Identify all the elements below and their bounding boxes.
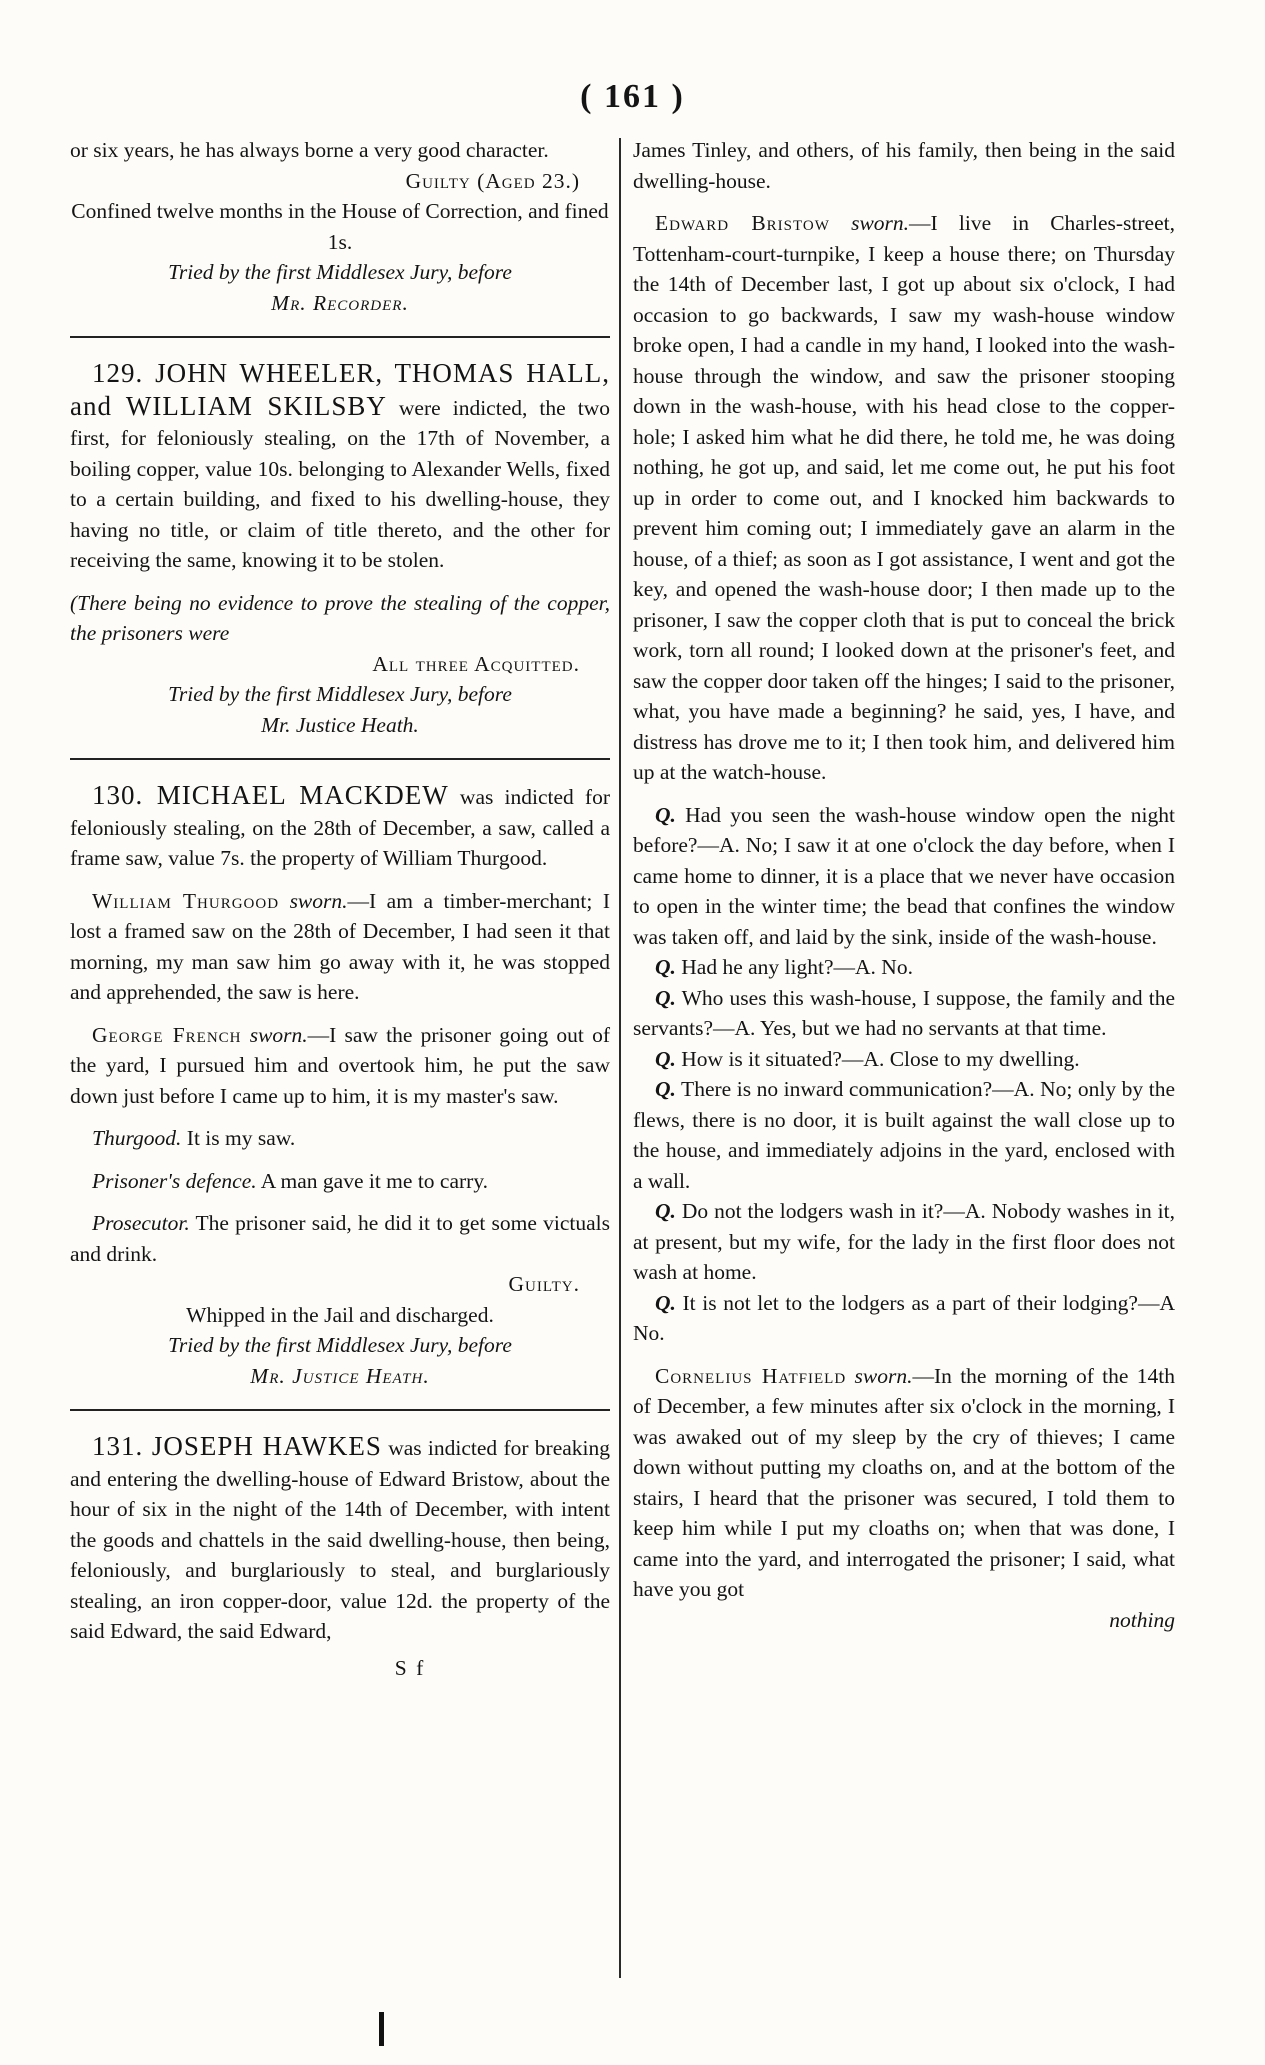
question-mark-label: Q. (655, 985, 676, 1010)
statement-text: The prisoner said, he did it to get some victuals and drink. (70, 1211, 610, 1266)
question-answer (633, 1288, 1175, 1349)
speaker-label: Thurgood. (92, 1126, 182, 1150)
tried-by-judge: Mr. Justice Heath. (250, 1363, 430, 1388)
sworn-label: sworn. (851, 211, 910, 235)
signature-mark: S f (394, 1655, 426, 1680)
speaker-label: Prosecutor. (92, 1211, 190, 1235)
case-130-defendant: 130. MICHAEL MACKDEW (92, 780, 449, 810)
sentence: Confined twelve months in the House of Correction, and fined 1s. (71, 199, 609, 254)
section-rule (70, 758, 610, 760)
prisoner-defence (70, 1166, 610, 1197)
case-130 (70, 780, 610, 874)
question-mark-label: Q. (655, 1046, 676, 1071)
speaker-label: Prisoner's defence. (92, 1168, 257, 1193)
question-mark-label: Q. (655, 1077, 676, 1101)
testimony-french (70, 1020, 610, 1112)
testimony-bristow (633, 208, 1175, 788)
testimony-text: —I live in Charles-street, Tottenham-court-turnpike, I keep a house there; on Thursday the 14th of December last, I got up about six o'clock, I had occasion to go backwards, I saw my wash-house window broke open, I had a candle in my hand, I looked into the wash-house through the window, and saw the prisoner stooping down in the wash-house, with his head close to the copper-hole; I asked him what he did there, he told me, he was doing nothing, he got up, and said, let me come out, he put his foot up in order to come out, and I knocked him backwards to prevent him coming out; I immediately gave an alarm in the house, of a thief; as soon as I got assistance, I went and got the key, and opened the wash-house door; I then made up to the prisoner, I saw the copper cloth that is put to conceal the brick work, torn all round; I looked down at the prisoner's feet, and saw the copper door taken off the hinges; I said to the prisoner, what, you have made a beginning? he said, yes, I have, and distress has drove me to it; I then took him, and delivered him up at the watch-house. (633, 211, 1175, 784)
question-answer (633, 1196, 1175, 1288)
qa-text: Had he any light?—A. No. (675, 955, 913, 979)
print-mark (379, 2012, 384, 2046)
verdict-acquitted: All three Acquitted. (372, 651, 580, 676)
qa-text: There is no inward communication?—A. No; only by the flews, there is no door, it is built against the wall close up to the house, and immediately adjoins in the yard, enclosed with a wall. (633, 1077, 1175, 1193)
testimony-thurgood (70, 886, 610, 1008)
question-mark-label: Q. (655, 955, 676, 979)
prosecutor-statement (70, 1208, 610, 1269)
qa-text: Do not the lodgers wash in it?—A. Nobody washes in it, at present, but my wife, for the lady in the first floor does not wash at home. (633, 1199, 1175, 1284)
case-131-defendant: 131. JOSEPH HAWKES (92, 1431, 382, 1461)
continuation-paragraph: or six years, he has always borne a very good character. (70, 138, 549, 162)
witness-name: Edward Bristow (655, 211, 830, 235)
right-column (633, 135, 1175, 1635)
witness-name: William Thurgood (92, 888, 280, 913)
case-129-indictment: were indicted, the two first, for feloniously stealing, on the 17th of November, a boiling copper, value 10s. belonging to Alexander Wells, fixed to a certain building, and fixed to his dwelling-house, they having no title, or claim of title thereto, and the other for receiving the same, knowing it to be stolen. (70, 395, 610, 572)
tried-by-judge: Mr. Justice Heath. (261, 712, 419, 737)
question-answer (633, 800, 1175, 953)
statement-text: A man gave it me to carry. (256, 1168, 489, 1193)
verdict-guilty: Guilty. (508, 1272, 580, 1296)
question-answer (633, 952, 1175, 983)
testimony-text: —I am a timber-merchant; I lost a framed saw on the 28th of December, I had seen it that morning, my man saw him go away with it, he was stopped and apprehended, the saw is here. (70, 888, 610, 1004)
question-mark-label: Q. (655, 802, 676, 827)
left-column (70, 135, 610, 1683)
qa-text: It is not let to the lodgers as a part of their lodging?—A No. (633, 1290, 1175, 1345)
sworn-label: sworn. (854, 1363, 913, 1388)
case-129-defendants: 129. JOHN WHEELER, THOMAS HALL, and WILLIAM SKILSBY (70, 358, 610, 421)
statement-text: It is my saw. (181, 1126, 296, 1150)
question-answer (633, 983, 1175, 1044)
page-number: ( 161 ) (580, 78, 685, 115)
case-129-note: (There being no evidence to prove the stealing of the copper, the prisoners were (70, 590, 610, 645)
testimony-text: —I saw the prisoner going out of the yard, I pursued him and overtook him, he put the saw down just before I came up to him, it is my master's saw. (70, 1022, 611, 1108)
tried-by-judge: Mr. Recorder. (271, 290, 409, 315)
tried-by-line: Tried by the first Middlesex Jury, before (168, 1333, 512, 1357)
question-answer (633, 1074, 1175, 1196)
continuation-paragraph: James Tinley, and others, of his family, then being in the said dwelling-house. (633, 138, 1175, 193)
case-131-indictment: was indicted for breaking and entering the dwelling-house of Edward Bristow, about the hour of six in the night of the 14th of December, with intent the goods and chattels in the said dwelling-house, then being, feloniously, and burglariously to steal, and burglariously stealing, an iron copper-door, value 12d. the property of the said Edward, the said Edward, (70, 1436, 611, 1643)
section-rule (70, 1409, 610, 1411)
question-mark-label: Q. (655, 1199, 676, 1223)
witness-name: Cornelius Hatfield (655, 1363, 847, 1388)
question-mark-label: Q. (655, 1290, 676, 1315)
section-rule (70, 336, 610, 338)
column-divider (619, 138, 621, 1978)
testimony-hatfield (633, 1361, 1175, 1605)
case-129 (70, 358, 610, 576)
qa-text: Who uses this wash-house, I suppose, the family and the servants?—A. Yes, but we had no servants at that time. (633, 985, 1175, 1040)
sworn-label: sworn. (289, 888, 348, 913)
qa-text: Had you seen the wash-house window open the night before?—A. No; I saw it at one o'clock the day before, when I came home to dinner, it is a place that we never have occasion to open in the winter time; the bead that confines the window was taken off, and laid by the sink, inside of the wash-house. (633, 802, 1175, 949)
tried-by-line: Tried by the first Middlesex Jury, before (168, 260, 512, 284)
case-131 (70, 1431, 610, 1647)
case-130-indictment: was indicted for feloniously stealing, on the 28th of December, a saw, called a frame saw, value 7s. the property of William Thurgood. (70, 785, 610, 870)
statement-thurgood (70, 1123, 610, 1154)
testimony-text: —In the morning of the 14th of December, a few minutes after six o'clock in the morning, I was awaked out of my sleep by the cry of thieves; I came down without putting my cloaths on, and at the bottom of the stairs, I heard that the prisoner was secured, I told them to keep him while I put my cloaths on; when that was done, I came into the yard, and interrogated the prisoner; I said, what have you got (633, 1363, 1175, 1601)
qa-text: How is it situated?—A. Close to my dwelling. (675, 1046, 1080, 1071)
catchword: nothing (1109, 1607, 1175, 1632)
question-answer (633, 1044, 1175, 1075)
verdict-guilty: Guilty (Aged 23.) (405, 168, 580, 193)
sworn-label: sworn. (249, 1022, 308, 1047)
sentence: Whipped in the Jail and discharged. (186, 1302, 494, 1327)
tried-by-line: Tried by the first Middlesex Jury, before (168, 682, 512, 706)
witness-name: George French (92, 1022, 242, 1047)
